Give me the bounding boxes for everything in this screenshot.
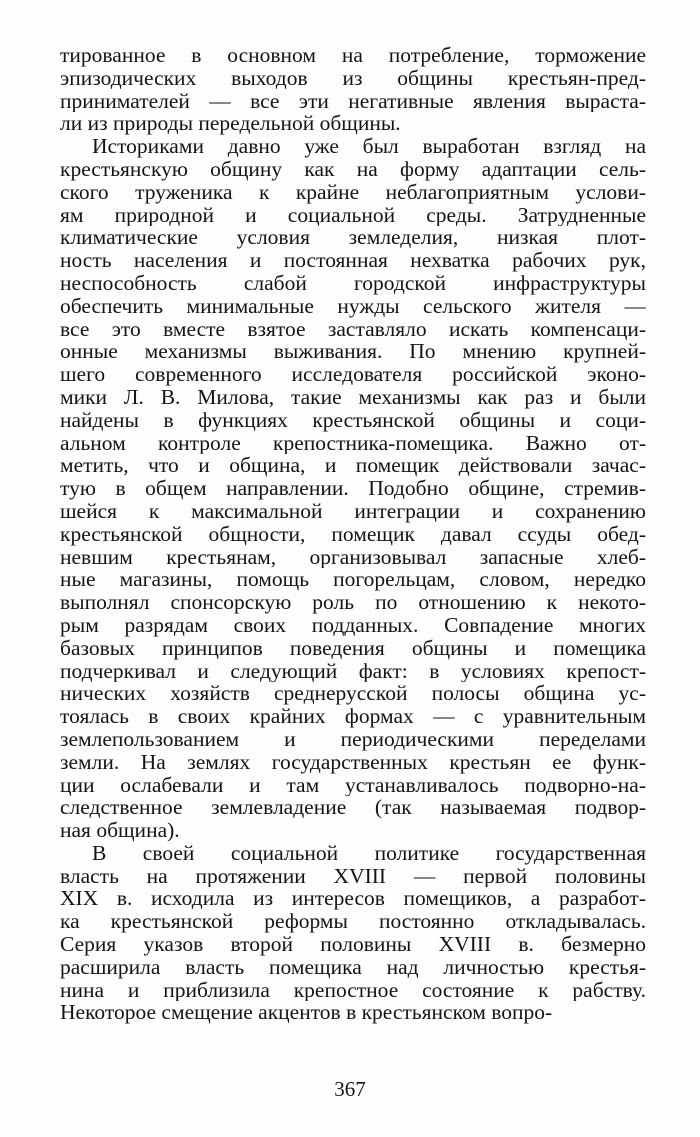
text-line: мики Л. В. Милова, такие механизмы как раз и были bbox=[60, 385, 646, 409]
text-line: власть на протяжении XVIII — первой половины bbox=[60, 864, 646, 888]
text-line: ции ослабевали и там устанавливалось подворно-на- bbox=[60, 773, 646, 797]
text-line: ка крестьянской реформы постоянно откладывалась. bbox=[60, 910, 646, 934]
text-line: невшим крестьянам, организовывал запасные хлеб- bbox=[60, 545, 646, 569]
text-line: следственное землевладение (так называемая подвор- bbox=[60, 796, 646, 820]
text-line: Историками давно уже был выработан взгляд на bbox=[92, 135, 646, 158]
page-number: 367 bbox=[334, 1077, 366, 1101]
text-line: климатические условия земледелия, низкая плот- bbox=[60, 226, 646, 250]
text-line: XIX в. исходила из интересов помещиков, а разработ- bbox=[60, 887, 646, 911]
text-line: рым разрядам своих подданных. Совпадение многих bbox=[60, 613, 646, 637]
text-line: тированное в основном на потребление, торможение bbox=[60, 44, 646, 67]
text-line: тоялась в своих крайних формах — с уравнительным bbox=[60, 705, 646, 728]
text-line: метить, что и община, и помещик действовали зачас- bbox=[60, 454, 646, 478]
text-line: ского труженика к крайне неблагоприятным услови- bbox=[60, 180, 646, 204]
text-line: шейся к максимальной интеграции и сохранению bbox=[60, 499, 646, 523]
text-line: земли. На землях государственных крестьян ее функ- bbox=[60, 750, 646, 774]
text-line: Некоторое смещение акцентов в крестьянском вопро- bbox=[60, 1001, 553, 1025]
text-line: крестьянской общности, помещик давал ссуды обед- bbox=[60, 522, 646, 546]
text-line: ные магазины, помощь погорельцам, словом, нередко bbox=[60, 568, 646, 592]
paragraph bbox=[60, 842, 646, 1024]
text-line: найдены в функциях крестьянской общины и соци- bbox=[60, 408, 646, 432]
text-line: неспособность слабой городской инфраструктуры bbox=[60, 271, 646, 295]
text-line: землепользованием и периодическими переделами bbox=[60, 727, 646, 751]
text-line: обеспечить минимальные нужды сельского жителя — bbox=[60, 294, 646, 318]
text-line: альном контроле крепостника-помещика. Важно от- bbox=[60, 431, 646, 455]
text-line: эпизодических выходов из общины крестьян-пред- bbox=[60, 66, 646, 90]
text-line: ли из природы передельной общины. bbox=[60, 112, 401, 136]
text-line: В своей социальной политике государственная bbox=[92, 841, 646, 865]
text-line: ность населения и постоянная нехватка рабочих рук, bbox=[60, 249, 646, 272]
text-line: нина и приблизила крепостное состояние к рабству. bbox=[60, 978, 646, 1002]
text-line: подчеркивал и следующий факт: в условиях крепост- bbox=[60, 659, 646, 683]
text-line: тую в общем направлении. Подобно общине, стремив- bbox=[60, 477, 646, 500]
text-line: принимателей — все эти негативные явления выраста- bbox=[60, 89, 646, 113]
text-line: Серия указов второй половины XVIII в. безмерно bbox=[60, 933, 646, 956]
text-line: шего современного исследователя российской эконо- bbox=[60, 363, 646, 386]
text-line: базовых принципов поведения общины и помещика bbox=[60, 636, 646, 660]
text-line: расширила власть помещика над личностью крестья- bbox=[60, 955, 646, 979]
paragraph bbox=[60, 44, 646, 135]
text-line: онные механизмы выживания. По мнению крупней- bbox=[60, 340, 646, 364]
text-line: все это вместе взятое заставляло искать компенсаци- bbox=[60, 317, 646, 341]
body-text bbox=[60, 44, 646, 1024]
text-line: выполнял спонсорскую роль по отношению к некото- bbox=[60, 591, 646, 614]
text-line: крестьянскую общину как на форму адаптации сель- bbox=[60, 157, 646, 181]
paragraph bbox=[60, 135, 646, 842]
text-line: ям природной и социальной среды. Затрудненные bbox=[60, 203, 646, 227]
text-line: ная община). bbox=[60, 819, 180, 842]
text-line: нических хозяйств среднерусской полосы община ус- bbox=[60, 682, 646, 706]
